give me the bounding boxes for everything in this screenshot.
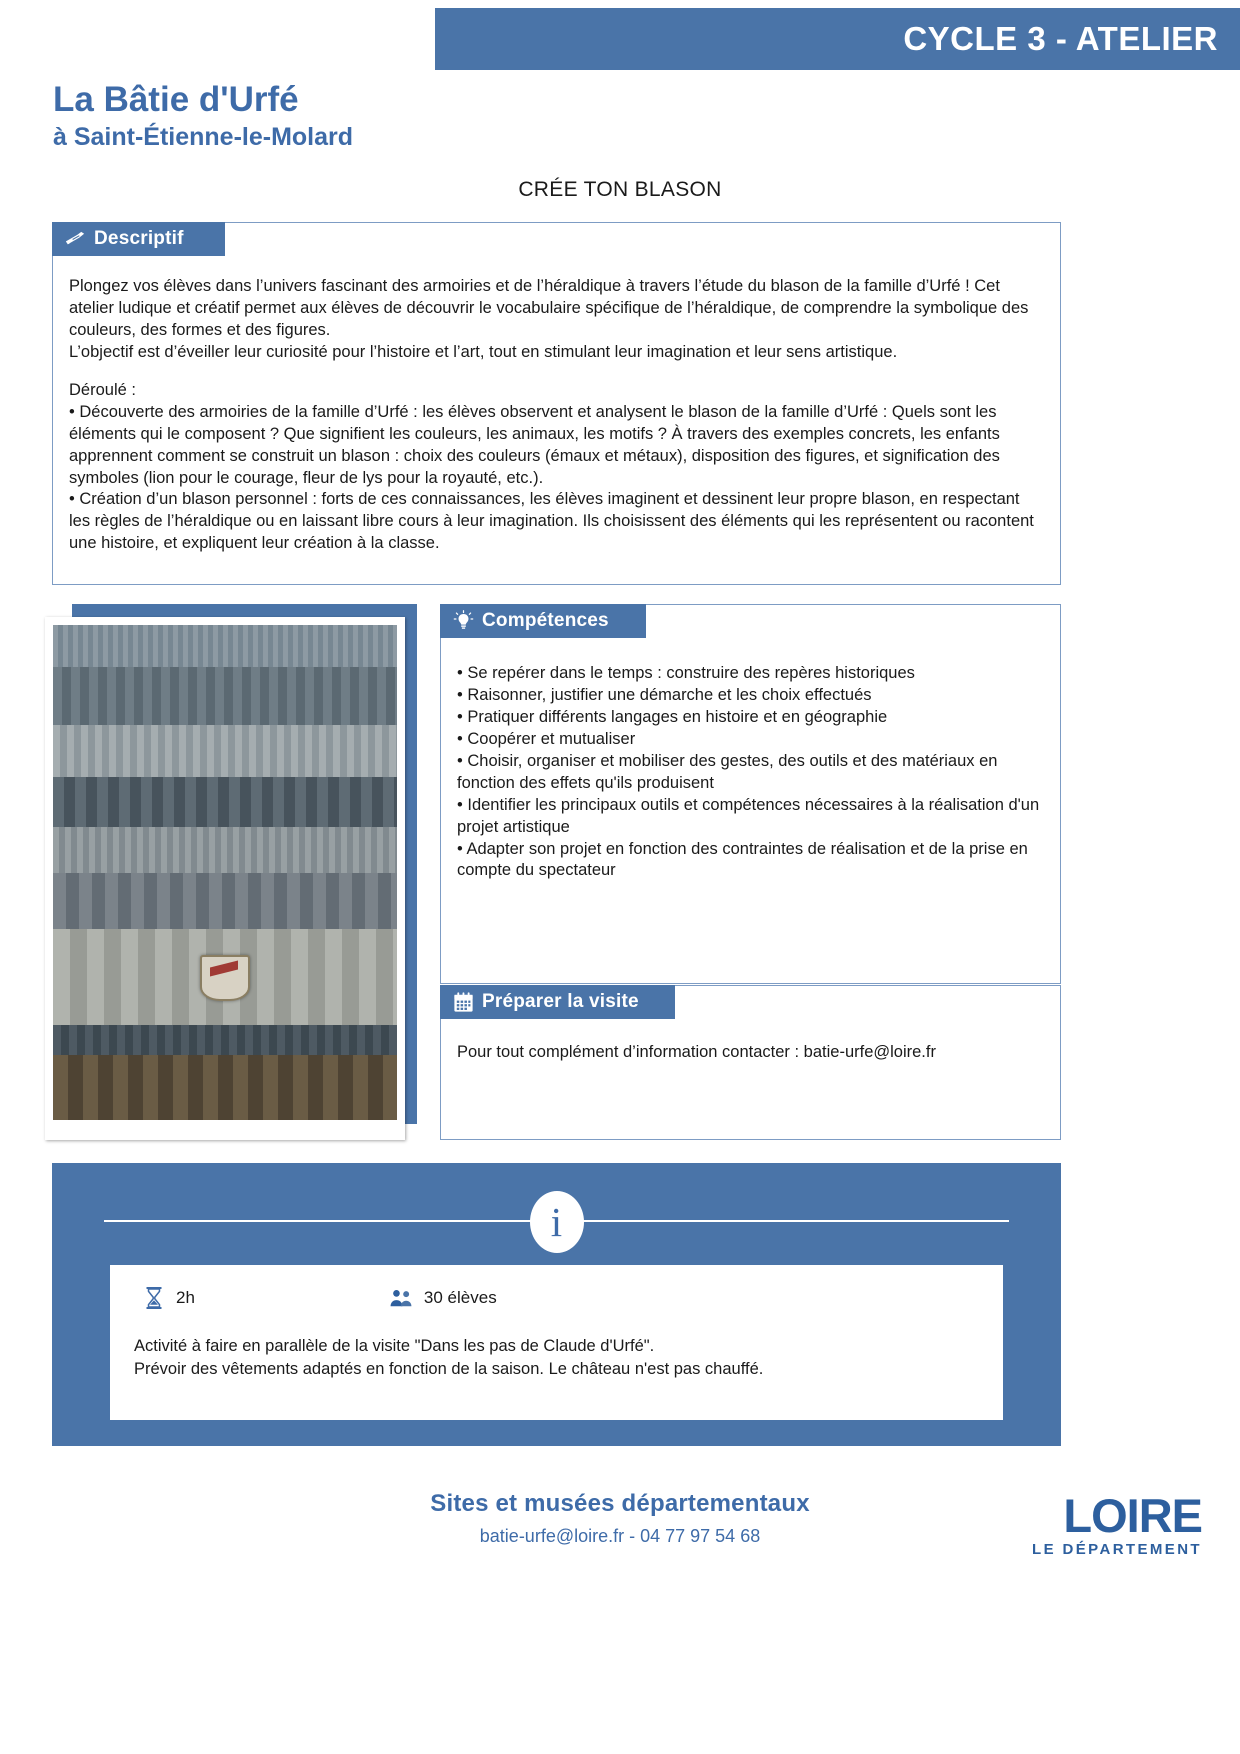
info-note — [134, 1335, 979, 1382]
capacity-item — [390, 1285, 497, 1311]
tapestry-band — [53, 827, 397, 873]
page-title — [53, 80, 673, 152]
list-item: • Pratiquer différents langages en histoire et en géographie — [457, 707, 888, 726]
header-band — [435, 8, 1240, 70]
logo-wordmark: LOIRE — [1063, 1489, 1202, 1542]
tapestry-band — [53, 667, 397, 725]
site-title-main: La Bâtie d'Urfé — [53, 80, 299, 119]
descriptif-paragraph-1: Plongez vos élèves dans l’univers fascinant des armoiries et de l’héraldique à travers l’étude du blason de la famille d’Urfé ! Cet atelier ludique et créatif permet aux élèves de découvrir le vocabulaire spécifique de l’héraldique, de comprendre la symbolique des couleurs, des formes et des figures. — [69, 277, 1029, 339]
pen-icon — [64, 228, 87, 251]
duration-value: 2h — [176, 1288, 195, 1307]
photo-frame — [45, 617, 405, 1140]
preparer-tab-label: Préparer la visite — [482, 991, 639, 1012]
descriptif-paragraph-2: L’objectif est d’éveiller leur curiosité pour l’histoire et l’art, tout en stimulant leur imagination et leur sens artistique. — [69, 342, 898, 361]
deroule-label: Déroulé : — [69, 380, 136, 399]
info-meta-row — [134, 1285, 979, 1311]
tapestry-photo — [53, 625, 397, 1120]
duration-item — [142, 1285, 195, 1311]
list-item: • Coopérer et mutualiser — [457, 729, 636, 748]
list-item: • Se repérer dans le temps : construire des repères historiques — [457, 664, 915, 682]
calendar-icon — [452, 991, 475, 1014]
descriptif-body — [53, 223, 1060, 569]
list-item: • Raisonner, justifier une démarche et les choix effectués — [457, 685, 872, 704]
logo-tagline: LE DÉPARTEMENT — [1032, 1541, 1202, 1558]
info-card — [110, 1265, 1003, 1420]
tapestry-band — [53, 1025, 397, 1055]
list-item: • Adapter son projet en fonction des contraintes de réalisation et de la prise en compte du spectateur — [457, 839, 1028, 880]
descriptif-tab — [52, 222, 225, 256]
loire-logo — [1032, 1489, 1202, 1558]
tapestry-band — [53, 873, 397, 929]
info-block — [52, 1163, 1061, 1446]
preparer-tab — [440, 985, 675, 1019]
list-item: • Identifier les principaux outils et compétences nécessaires à la réalisation d'un projet artistique — [457, 795, 1040, 836]
footer-title: Sites et musées départementaux — [430, 1490, 810, 1517]
site-title-subtitle: à Saint-Étienne-le-Molard — [53, 123, 354, 152]
competences-body — [441, 605, 1060, 896]
competences-tab-label: Compétences — [482, 610, 609, 631]
list-item: • Choisir, organiser et mobiliser des gestes, des outils et des matériaux en fonction des effets qu'ils produisent — [457, 751, 998, 792]
tapestry-band — [53, 777, 397, 827]
deroule-item: • Découverte des armoiries de la famille d’Urfé : les élèves observent et analysent le blason de la famille d’Urfé : Quels sont les éléments qui le composent ? Que signifient les couleurs, les animaux, les motifs ? À travers des exemples concrets, les enfants apprennent comment se construit un blason : choix des couleurs (émaux et métaux), disposition des figures, et signification des symboles (lion pour le courage, fleur de lys pour la royauté, etc.). — [69, 402, 1000, 487]
info-note-line: Activité à faire en parallèle de la visite "Dans les pas de Claude d'Urfé". — [134, 1337, 655, 1355]
descriptif-panel — [52, 222, 1061, 585]
deroule-item: • Création d’un blason personnel : forts de ces connaissances, les élèves imaginent et dessinent leur propre blason, en respectant les règles de l’héraldique ou en laissant libre cours à leur imagination. Ils choisissent des éléments qui les représentent ou racontent une histoire, et expliquent leur création à la classe. — [69, 490, 1034, 553]
tapestry-band — [53, 725, 397, 777]
coat-of-arms-icon — [200, 955, 250, 1001]
people-icon — [390, 1285, 414, 1311]
lightbulb-icon — [452, 610, 475, 633]
info-note-line: Prévoir des vêtements adaptés en fonction de la saison. Le château n'est pas chauffé. — [134, 1360, 764, 1379]
competences-panel — [440, 604, 1061, 984]
footer-contact[interactable]: batie-urfe@loire.fr - 04 77 97 54 68 — [479, 1526, 761, 1546]
tapestry-band — [53, 625, 397, 667]
info-icon — [530, 1191, 584, 1253]
cycle-label: CYCLE 3 - ATELIER — [903, 20, 1218, 57]
spacer — [69, 364, 1044, 380]
hourglass-icon — [142, 1285, 166, 1311]
footer — [0, 1490, 1240, 1610]
tapestry-band — [53, 1055, 397, 1120]
preparer-la-visite-panel — [440, 985, 1061, 1140]
contact-info: Pour tout complément d’information contacter : batie-urfe@loire.fr — [457, 1043, 936, 1061]
info-badge-glyph: i — [550, 1198, 563, 1245]
competences-tab — [440, 604, 646, 638]
competences-list — [457, 663, 1044, 882]
workshop-title: CRÉE TON BLASON — [518, 178, 722, 201]
descriptif-tab-label: Descriptif — [94, 228, 184, 249]
capacity-value: 30 élèves — [423, 1288, 497, 1307]
